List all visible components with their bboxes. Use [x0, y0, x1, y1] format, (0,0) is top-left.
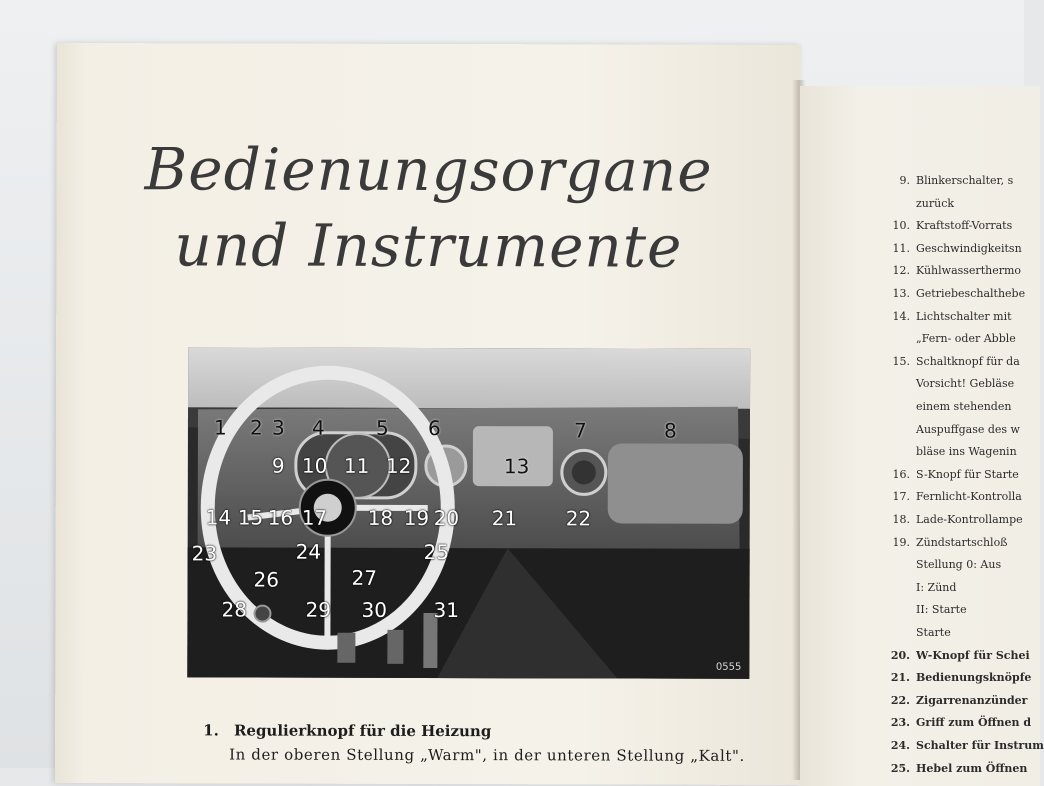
- right-list-item: [872, 671, 1031, 684]
- right-list-item-text: Stellung 0: Aus: [916, 558, 1001, 571]
- callout-10: 10: [302, 456, 328, 476]
- right-list-item-text: Fernlicht-Kontrolla: [916, 490, 1022, 503]
- right-list-item-continuation: [872, 603, 967, 616]
- right-list-item-number: 18.: [872, 513, 910, 526]
- right-list-item-text: Kühlwasserthermo: [916, 264, 1021, 277]
- right-list-item-continuation: [872, 581, 956, 594]
- right-list-item-number: 17.: [872, 490, 910, 503]
- right-list-item-text: bläse ins Wagenin: [916, 445, 1017, 458]
- right-list-item: [872, 264, 1021, 277]
- callout-28: 28: [221, 599, 247, 619]
- right-list-item: [872, 310, 1012, 323]
- right-list-item-text: Getriebeschalthebe: [916, 287, 1025, 300]
- callout-8: 8: [664, 421, 677, 441]
- right-list-item-text: zurück: [916, 197, 954, 210]
- right-list-item: [872, 219, 1012, 232]
- right-list-item-continuation: [872, 197, 954, 210]
- page-title-line-1: Bedienungsorgane: [57, 135, 801, 205]
- callout-19: 19: [404, 508, 430, 528]
- right-list-item-number: 19.: [872, 536, 910, 549]
- callout-3: 3: [272, 418, 285, 438]
- callout-4: 4: [312, 418, 325, 438]
- callout-24: 24: [296, 542, 322, 562]
- right-list-item-continuation: [872, 626, 951, 639]
- callout-12: 12: [386, 456, 412, 476]
- callout-1: 1: [214, 417, 227, 437]
- callout-29: 29: [305, 600, 331, 620]
- right-list-item-number: 21.: [872, 671, 910, 684]
- right-list-item-text: Griff zum Öffnen d: [916, 716, 1031, 729]
- callout-16: 16: [268, 508, 294, 528]
- right-list-item-text: „Fern- oder Abble: [916, 332, 1016, 345]
- right-list-item-text: Geschwindigkeitsn: [916, 242, 1022, 255]
- right-list-item-number: 23.: [872, 716, 910, 729]
- right-list-item-text: Zigarrenanzünder: [916, 694, 1027, 707]
- callout-5: 5: [376, 418, 389, 438]
- right-list-item-number: 15.: [872, 355, 910, 368]
- right-list-item-text: II: Starte: [916, 603, 967, 616]
- right-list-item: [872, 468, 1019, 481]
- right-list-item: [872, 694, 1027, 707]
- right-list-item-text: Zündstartschloß: [916, 536, 1008, 549]
- callout-27: 27: [352, 568, 378, 588]
- callout-26: 26: [254, 570, 280, 590]
- right-list-item-number: 10.: [872, 219, 910, 232]
- right-list-item-text: Lichtschalter mit: [916, 310, 1012, 323]
- callout-21: 21: [492, 508, 518, 528]
- callout-13: 13: [504, 456, 530, 476]
- right-list-item-text: Starte: [916, 626, 951, 639]
- right-list-item-continuation: [872, 423, 1020, 436]
- right-list-item-text: einem stehenden: [916, 400, 1011, 413]
- dashboard-photo: [187, 347, 750, 678]
- left-page: [55, 43, 801, 785]
- right-page: [800, 86, 1040, 786]
- right-list-item: [872, 762, 1027, 775]
- item-1-number: 1.: [203, 721, 229, 739]
- callout-2: 2: [250, 418, 263, 438]
- right-list-item-number: 14.: [872, 310, 910, 323]
- right-list-item-text: Bedienungsknöpfe: [916, 671, 1031, 684]
- callout-17: 17: [302, 508, 328, 528]
- page-title-line-2: und Instrumente: [56, 211, 800, 281]
- right-list-item-text: Hebel zum Öffnen: [916, 762, 1027, 775]
- right-list-item-text: Auspuffgase des w: [916, 423, 1020, 436]
- right-list-item-number: 20.: [872, 649, 910, 662]
- right-list-item: [872, 649, 1030, 662]
- item-1-description: In der oberen Stellung „Warm", in der unteren Stellung „Kalt".: [229, 745, 745, 764]
- callout-18: 18: [368, 508, 394, 528]
- right-list-item-continuation: [872, 332, 1016, 345]
- right-list-item: [872, 490, 1022, 503]
- right-list-item-number: 12.: [872, 264, 910, 277]
- right-list-item-continuation: [872, 400, 1011, 413]
- right-list-item: [872, 513, 1023, 526]
- right-list-item: [872, 287, 1025, 300]
- callout-9: 9: [272, 456, 285, 476]
- right-list-item: [872, 242, 1022, 255]
- right-list-item: [872, 174, 1013, 187]
- right-list-item-continuation: [872, 445, 1017, 458]
- photo-code: 0555: [716, 662, 741, 673]
- callout-15: 15: [238, 508, 264, 528]
- right-list-item-number: 16.: [872, 468, 910, 481]
- right-list-item: [872, 739, 1044, 752]
- right-list-item: [872, 716, 1031, 729]
- right-list-item-number: 11.: [872, 242, 910, 255]
- right-list-item-text: W-Knopf für Schei: [916, 649, 1030, 662]
- right-list-item-text: Vorsicht! Gebläse: [916, 377, 1014, 390]
- right-list-item-text: Lade-Kontrollampe: [916, 513, 1023, 526]
- callout-25: 25: [424, 542, 450, 562]
- callout-6: 6: [428, 418, 441, 438]
- callout-31: 31: [433, 600, 459, 620]
- callout-23: 23: [192, 543, 218, 563]
- right-list-item-text: S-Knopf für Starte: [916, 468, 1019, 481]
- right-list-item-text: Kraftstoff-Vorrats: [916, 219, 1012, 232]
- right-list-item-text: I: Zünd: [916, 581, 956, 594]
- callout-30: 30: [361, 600, 387, 620]
- right-list-item-number: 13.: [872, 287, 910, 300]
- callout-14: 14: [206, 507, 232, 527]
- right-list-item-continuation: [872, 558, 1001, 571]
- item-1-heading: [203, 721, 491, 740]
- callout-20: 20: [434, 508, 460, 528]
- right-list-item-number: 22.: [872, 694, 910, 707]
- right-list-item-number: 25.: [872, 762, 910, 775]
- right-list-item-number: 9.: [872, 174, 910, 187]
- right-list-item-text: Schalter für Instrum: [916, 739, 1044, 752]
- item-1-title: Regulierknopf für die Heizung: [234, 721, 491, 740]
- right-list-item-text: Blinkerschalter, s: [916, 174, 1013, 187]
- right-list-item-text: Schaltknopf für da: [916, 355, 1020, 368]
- right-list-item-number: 24.: [872, 739, 910, 752]
- callout-7: 7: [574, 420, 587, 440]
- callout-22: 22: [566, 508, 592, 528]
- right-list-item-continuation: [872, 377, 1014, 390]
- callout-11: 11: [344, 456, 370, 476]
- right-list-item: [872, 355, 1020, 368]
- right-list-item: [872, 536, 1008, 549]
